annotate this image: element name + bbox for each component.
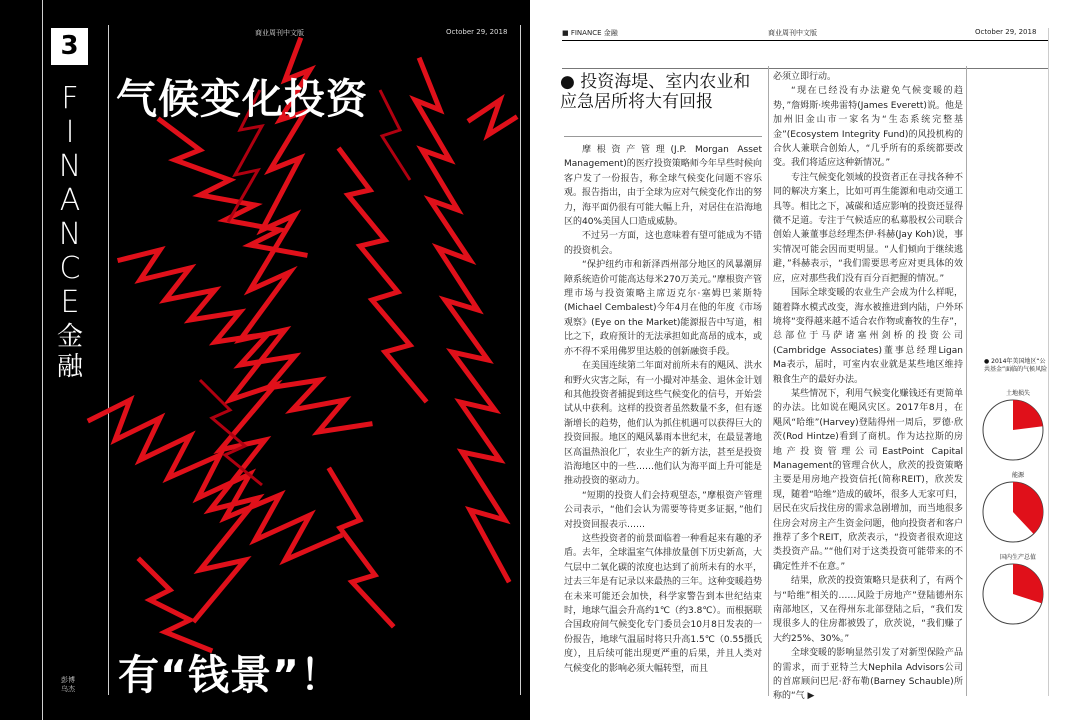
- page-gutter: [530, 0, 542, 720]
- credit-line: 乌杰: [61, 685, 75, 693]
- page-number: 3: [51, 28, 88, 65]
- section-letter: C: [59, 251, 81, 286]
- pie-label: 能源: [1011, 472, 1024, 479]
- column-divider: [768, 66, 769, 696]
- sidebar-divider: [966, 66, 967, 696]
- paragraph: 全球变暖的影响显然引发了对新型保险产品的需求，而于亚特兰大Nephila Advisors公司的首席顾问巴尼·舒布勒(Barney Schauble)所称的“气 ▶: [773, 648, 963, 702]
- section-letter: A: [59, 183, 81, 218]
- left-header-date: October 29, 2018: [446, 28, 508, 36]
- pie-slice: [1013, 400, 1043, 430]
- section-letter: I: [65, 115, 75, 150]
- article-column-1: [564, 143, 762, 693]
- right-header-center: 商业周刊中文版: [768, 29, 817, 37]
- section-label-vertical: [52, 82, 88, 382]
- article-column-2: [773, 70, 963, 702]
- pie-chart-1: [980, 397, 1046, 463]
- section-letter: E: [60, 285, 80, 320]
- paragraph: “现在已经没有办法避免气候变暖的趋势，”詹姆斯·埃弗雷特(James Everett)说。他是加州旧金山市一家名为“生态系统完整基金”(Ecosystem Integrity Fund)的风投机构的合伙人兼联合创始人，“几乎所有的系统都要改变。我们将适应这种新情况。”: [773, 86, 963, 169]
- paragraph: 摩根资产管理(J.P. Morgan Asset Management)的医疗投资策略师今年早些时候向客户发了一份报告，称全球气候变化问题不容乐观。报告指出，由于全球为应对气候变化作出的努力，海平面仍很有可能大幅上升，对居住在沿海地区的40%美国人口造成威胁。: [564, 145, 763, 228]
- section-letter: F: [61, 81, 79, 116]
- left-header-center: 商业周刊中文版: [255, 29, 304, 37]
- paragraph: 不过另一方面，这也意味着有望可能成为不错的投资机会。: [564, 231, 763, 256]
- pie-label: 国内生产总值: [999, 554, 1036, 561]
- sidebar-chart-title: ● 2014年美国地区“公共基金”面临的气候风险: [984, 358, 1048, 373]
- paragraph: 必须立即行动。: [773, 72, 837, 82]
- pie-chart-3: [980, 561, 1046, 627]
- paragraph: 某些情况下，利用气候变化赚钱还有更简单的办法。比如说在飓风灾区。2017年8月，在飓风“哈维”(Harvey)登陆得州一周后，罗德·欣茨(Rod Hintze)看到了商机。作为达拉斯的房地产投资管理公司EastPoint Capital Management的管理合伙人，欣茨的投资策略主要是用房地产投资信托(简称REIT)，欣茨发现，随着“哈维”造成的破坏，很多人无家可归，居民在灾后找住房的需求急剧增加，而当地很多住房会对房主产生资金问题，他向投资者和客户推荐了多个REIT，欣茨表示，“投资者很欢迎这类投资产品。”“他们对于这类投资可能带来的不确定性并不在意。”: [773, 388, 963, 572]
- credit-line: 彭博: [61, 676, 75, 684]
- paragraph: 结果，欣茨的投资策略只是获利了，有两个与“哈维”相关的……风险于房地产”登陆德州东南部地区，又在得州东北部登陆之后，“我们发现很多人的住房都被毁了，欣茨说，“我们赚了大约25%、30%。”: [773, 576, 963, 644]
- article-title: ● 投资海堤、室内农业和应急居所将大有回报: [560, 72, 751, 112]
- paragraph: 在美国连续第二年面对前所未有的飓风、洪水和野火灾害之际，有一小撮对冲基金、退休金计划和其他投资者捕捉到这些气候变化的信号，开始尝试从中获利。这样的投资者虽然数量不多，但有逐渐增长的趋势，他们认为抓住机遇可以获得巨大的投资回报。地区的飓风暴雨本世纪末，在最显著地区高温热浪化厂，农业生产的新方法，甚至是投资沿海地区中的一些……他们认为海平面上升可能是推动投资的驱动力。: [564, 361, 763, 487]
- paragraph: 这些投资者的前景面临着一种看起来有趣的矛盾。去年，全球温室气体排放量创下历史新高，大气层中二氧化碳的浓度也达到了前所未有的水平，过去三年是有记录以来最热的三年。这种变暖趋势在未来可能还会加快，科学家警告到本世纪结束时，地球气温会升高约1℃（约3.8℃）。而根据联合国政府间气候变化专门委员会10月8日发表的一份报告，地球气温届时将只升高1.5℃（0.55摄氏度），且后续可能出现更严重的后果，并且人类对气候变化的影响必须大幅转型，而且: [564, 533, 763, 674]
- right-header-section: ■ FINANCE 金融: [562, 29, 618, 37]
- paragraph: “保护纽约市和新泽西州部分地区的风暴潮屏障系统造价可能高达每米270万美元。”摩根资产管理市场与投资策略主席迈克尔·塞姆巴莱斯特(Michael Cembalest)今年4月在他的年度《市场观察》(Eye on the Market)能源报告中写道，相比之下，政府预计的无法承担如此高昂的成本，或亦不得不采用佛罗里达般的创新融资手段。: [564, 260, 763, 357]
- section-letter: N: [58, 149, 82, 184]
- title-rule: [562, 68, 1048, 69]
- section-cn-label: 金融: [56, 322, 83, 382]
- cover-title-top: 气候变化投资: [116, 75, 368, 123]
- paragraph: 专注气候变化领域的投资者正在寻找各种不同的解决方案上，比如可再生能源和电动交通工具等。相比之下，减碳和适应影响的投资还显得微不足道。专注于气候适应的私募股权公司联合创始人兼董事总经理杰伊·科赫(Jay Koh)说，事实情况可能会因而更明显。“人们倾向于继续逃避，”科赫表示，“我们需要思考应对更具体的效应，应对那些我们没有百分百把握的情况。”: [773, 172, 963, 284]
- section-letter: N: [58, 217, 82, 252]
- cover-title-bottom: 有“钱景”！: [118, 651, 342, 699]
- pie-chart-2: [980, 479, 1046, 545]
- paragraph: “短期的投资人们会持观望态，”摩根资产管理公司表示，“他们会认为需要等待更多证据，”他们对投资回报表示……: [564, 490, 762, 530]
- pie-label: 土地损失: [1005, 390, 1030, 397]
- cover-credit: [61, 676, 75, 694]
- paragraph: 国际全球变暖的农业生产会成为什么样呢，随着降水模式改变，海水被推进到内陆，户外环境将“变得越来越不适合农作物或畜牧的生存”，总部位于马萨诸塞州剑桥的投资公司(Cambridge Associates)董事总经理Ligan Ma表示，届时，可室内农业就是某些地区维持粮食生产的最好办法。: [773, 288, 963, 385]
- title-underline: [564, 136, 762, 137]
- header-rule: [562, 40, 1048, 41]
- right-header-date: October 29, 2018: [975, 28, 1037, 36]
- right-margin-line: [1048, 28, 1049, 696]
